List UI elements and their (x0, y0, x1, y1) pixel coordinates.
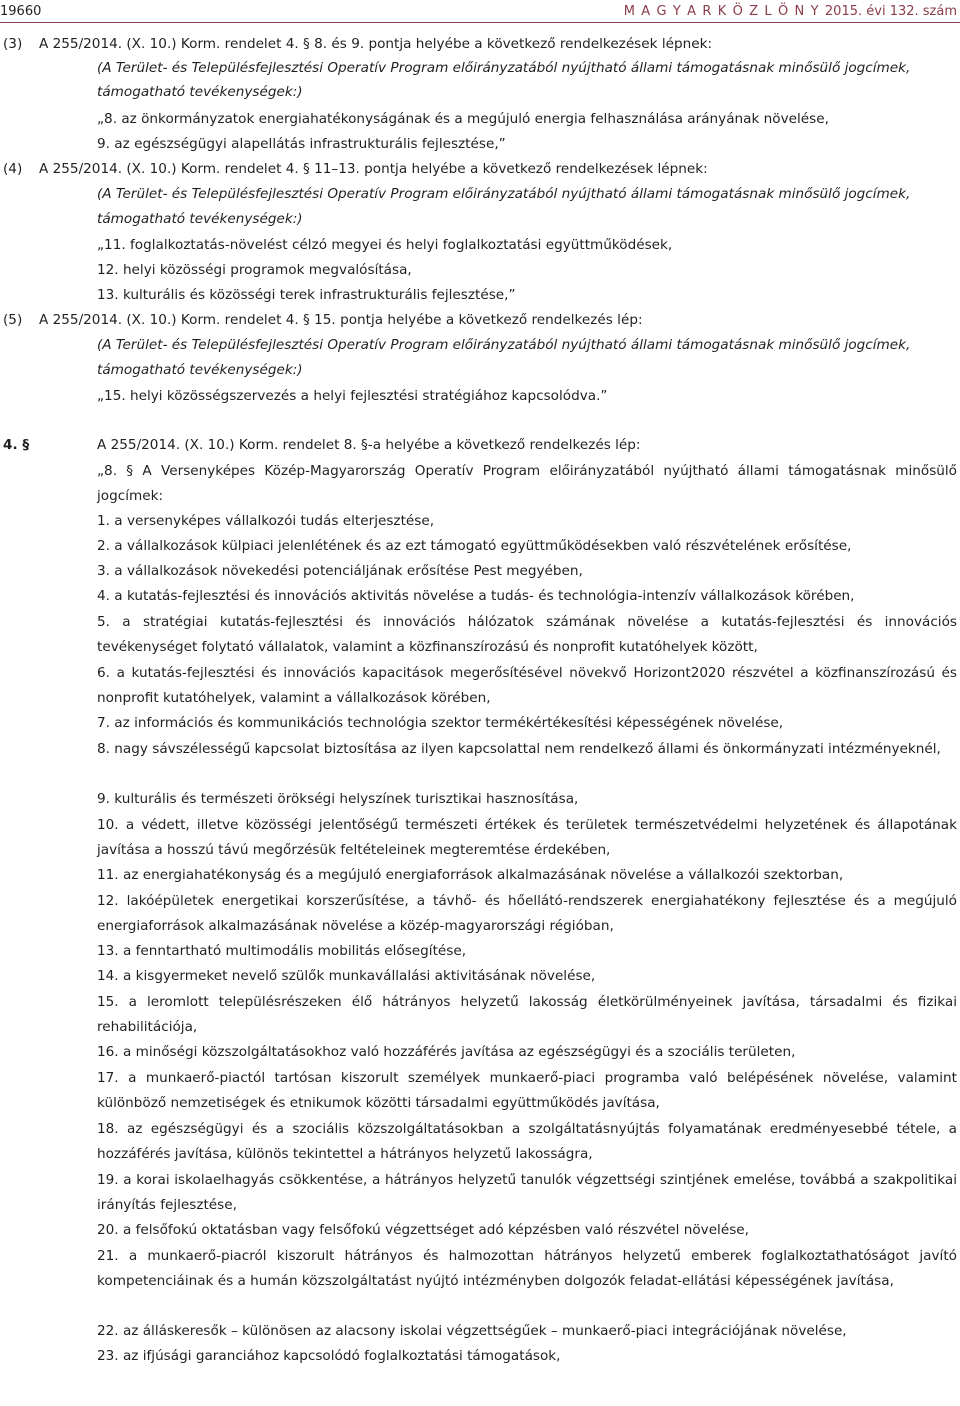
list-item: 9. kulturális és természeti örökségi helyszínek turisztikai hasznosítása, (97, 791, 579, 807)
paragraph-number: (4) (3, 161, 23, 177)
list-item: 15. a leromlott településrészeken élő hátrányos helyzetű lakosság életkörülményeinek javítása, társadalmi és fizikai rehabilitációja, (97, 994, 957, 1036)
list-item: 7. az információs és kommunikációs technológia szektor termékértékesítési képességének növelése, (97, 715, 784, 731)
paragraph-text: A 255/2014. (X. 10.) Korm. rendelet 4. § 11–13. pontja helyébe a következő rendelkezések lépnek: (39, 161, 708, 177)
section-number: 4. § (3, 437, 30, 453)
paragraph-text: A 255/2014. (X. 10.) Korm. rendelet 4. § 8. és 9. pontja helyébe a következő rendelkezések lépnek: (39, 36, 713, 52)
paragraph-text: A 255/2014. (X. 10.) Korm. rendelet 4. § 15. pontja helyébe a következő rendelkezés lép: (39, 312, 643, 328)
paragraph-context: támogatható tevékenységek:) (97, 362, 303, 378)
list-item: 20. a felsőfokú oktatásban vagy felsőfokú végzettséget adó képzésben való részvétel növelése, (97, 1222, 749, 1238)
list-item: „11. foglalkoztatás-növelést célzó megyei és helyi foglalkoztatási együttműködések, (97, 237, 673, 253)
list-item: „8. az önkormányzatok energiahatékonyságának és a megújuló energia felhasználása arányának növelése, (97, 111, 829, 127)
list-item: 12. helyi közösségi programok megvalósítása, (97, 262, 412, 278)
issue-info: 2015. évi 132. szám (824, 4, 957, 19)
list-item: 21. a munkaerő-piacról kiszorult hátrányos és halmozottan hátrányos helyzetű emberek foglalkoztathatóságot javító kompetenciáinak és a humán közszolgáltatást nyújtó intézményben dolgozók feladat-ellátási képességének javítása, (97, 1248, 957, 1290)
paragraph-number: (3) (3, 36, 23, 52)
list-item: 5. a stratégiai kutatás-fejlesztési és innovációs hálózatok számának növelése a kutatás-fejlesztési és innovációs tevékenységet folytató vállalatok, valamint a közfinanszírozású és nonprofit kutatóhelyek között, (97, 614, 957, 656)
list-item: 8. nagy sávszélességű kapcsolat biztosítása az ilyen kapcsolattal nem rendelkező állami és önkormányzati intézményeknél, (97, 741, 941, 757)
list-item: 1. a versenyképes vállalkozói tudás elterjesztése, (97, 513, 435, 529)
list-item: 3. a vállalkozások növekedési potenciáljának erősítése Pest megyében, (97, 563, 583, 579)
list-item: 19. a korai iskolaelhagyás csökkentése, a hátrányos helyzetű tanulók végzettségi szintjének emelése, továbbá a szakpolitikai irányítás fejlesztése, (97, 1172, 957, 1214)
list-item: 6. a kutatás-fejlesztési és innovációs kapacitások megerősítésével növekvő Horizont2020 részvétel a közfinanszírozású és nonprofit kutatóhelyek, valamint a vállalkozások körében, (97, 665, 957, 707)
list-item: 17. a munkaerő-piactól tartósan kiszorult személyek munkaerő-piaci programba való belépésének növelése, valamint különböző nemzetiségek és etnikumok közötti társadalmi együttműködés javítása, (97, 1070, 957, 1112)
paragraph-number: (5) (3, 312, 23, 328)
section-text: A 255/2014. (X. 10.) Korm. rendelet 8. §-a helyébe a következő rendelkezés lép: (97, 437, 641, 453)
list-item: 18. az egészségügyi és a szociális közszolgáltatásokban a szolgáltatásnyújtás folyamatának eredményesebbé tétele, a hozzáférés javítása, különös tekintettel a hátrányos helyzetű lakosságra, (97, 1121, 957, 1163)
list-item: 9. az egészségügyi alapellátás infrastrukturális fejlesztése,” (97, 136, 506, 152)
list-item: 22. az álláskeresők – különösen az alacsony iskolai végzettségűek – munkaerő-piaci integrációjának növelése, (97, 1323, 847, 1339)
header-rule (0, 22, 960, 23)
list-item: 12. lakóépületek energetikai korszerűsítése, a távhő- és hőellátó-rendszerek energiahatékony fejlesztése és a megújuló energiaforrások alkalmazásának növelése a közép-magyarországi régióban, (97, 893, 957, 935)
list-item: 13. kulturális és közösségi terek infrastrukturális fejlesztése,” (97, 287, 516, 303)
paragraph-context: támogatható tevékenységek:) (97, 211, 303, 227)
list-item: 23. az ifjúsági garanciához kapcsolódó foglalkoztatási támogatások, (97, 1348, 561, 1364)
paragraph-context: támogatható tevékenységek:) (97, 84, 303, 100)
list-item: 4. a kutatás-fejlesztési és innovációs aktivitás növelése a tudás- és technológia-intenzív vállalkozások körében, (97, 588, 855, 604)
list-item: 10. a védett, illetve közösségi jelentőségű természeti értékek és területek természetvédelmi helyzetének és állapotának javítása a hosszú távú megőrzésük feltételeinek megteremtése érdekében, (97, 817, 957, 859)
paragraph-context: (A Terület- és Településfejlesztési Operatív Program előirányzatából nyújtható állami támogatásnak minősülő jogcímek, (97, 60, 911, 76)
list-item: „15. helyi közösségszervezés a helyi fejlesztési stratégiához kapcsolódva.” (97, 388, 608, 404)
paragraph-context: (A Terület- és Településfejlesztési Operatív Program előirányzatából nyújtható állami támogatásnak minősülő jogcímek, (97, 186, 911, 202)
list-item: 14. a kisgyermeket nevelő szülők munkavállalási aktivitásának növelése, (97, 968, 596, 984)
list-item: 16. a minőségi közszolgáltatásokhoz való hozzáférés javítása az egészségügyi és a szociális területen, (97, 1044, 796, 1060)
paragraph-context: (A Terület- és Településfejlesztési Operatív Program előirányzatából nyújtható állami támogatásnak minősülő jogcímek, (97, 337, 911, 353)
journal-title: M A G Y A R K Ö Z L Ö N Y (623, 4, 820, 19)
list-item: 11. az energiahatékonyság és a megújuló energiaforrások alkalmazásának növelése a vállalkozói szektorban, (97, 867, 844, 883)
section-intro: „8. § A Versenyképes Közép-Magyarország Operatív Program előirányzatából nyújtható állami támogatásnak minősülő jogcímek: (97, 463, 957, 505)
list-item: 2. a vállalkozások külpiaci jelenlétének és az ezt támogató együttműködésekben való részvételének erősítése, (97, 538, 852, 554)
list-item: 13. a fenntartható multimodális mobilitás elősegítése, (97, 943, 467, 959)
page-number: 19660 (0, 4, 42, 19)
